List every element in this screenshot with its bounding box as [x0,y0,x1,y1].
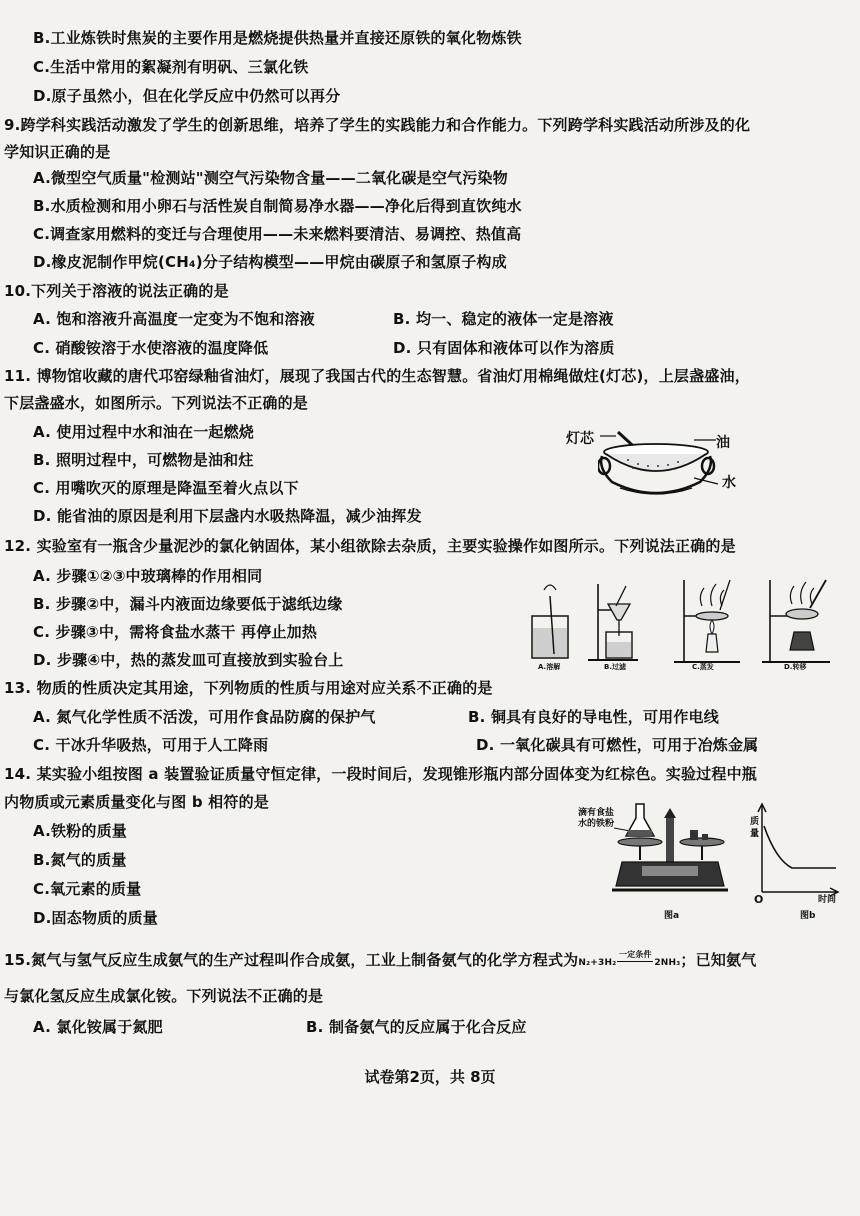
q15-equation-arrow [617,950,653,962]
q8-option-c: C.生活中常用的絮凝剂有明矾、三氯化铁 [33,58,309,76]
q11-stem-line2: 下层盏盛水，如图所示。下列说法不正确的是 [4,394,309,412]
q9-option-b: B.水质检测和用小卵石与活性炭自制简易净水器——净化后得到直饮纯水 [33,197,522,215]
q9-stem-line2: 学知识正确的是 [4,143,111,161]
q11-option-d: D. 能省油的原因是利用下层盏内水吸热降温，减少油挥发 [33,507,422,525]
q15-stem-part2: ；已知氨气 [680,951,757,969]
q15-equation-condition: 一定条件 [618,950,652,959]
q14-fig-label-line2: 水的铁粉 [578,819,615,829]
q15-option-b: B. 制备氨气的反应属于化合反应 [306,1018,527,1036]
q11-stem-line1: 11. 博物馆收藏的唐代邛窑绿釉省油灯，展现了我国古代的生态智慧。省油灯用棉绳做炷(灯芯)，上层盏盛油， [4,367,750,385]
q15-option-a: A. 氯化铵属于氮肥 [33,1018,163,1036]
q12-stem: 12. 实验室有一瓶含少量泥沙的氯化钠固体，某小组欲除去杂质，主要实验操作如图所示。下列说法正确的是 [4,537,736,555]
q11-fig-wick-label: 灯芯 [566,431,594,447]
q13-stem: 13. 物质的性质决定其用途，下列物质的性质与用途对应关系不正确的是 [4,679,493,697]
q11-option-a: A. 使用过程中水和油在一起燃烧 [33,423,255,441]
q14-balance-figure [612,800,728,906]
q8-option-d: D.原子虽然小，但在化学反应中仍然可以再分 [33,87,341,105]
q9-option-a: A.微型空气质量"检测站"测空气污染物含量——二氧化碳是空气污染物 [33,169,508,187]
q11-fig-water-label: 水 [722,475,736,491]
q12-fig-a-label: A.溶解 [538,663,561,671]
q15-equation-right: 2NH₃ [654,958,681,968]
q14-option-b: B.氮气的质量 [33,851,127,869]
q12-fig-b-label: B.过滤 [604,663,626,671]
q14-stem-line2: 内物质或元素质量变化与图 b 相符的是 [4,793,269,811]
dissolve-beaker-icon [532,585,568,658]
q15-stem-line1 [4,950,756,973]
q12-fig-c-label: C.蒸发 [692,663,714,671]
q8-option-b: B.工业炼铁时焦炭的主要作用是燃烧提供热量并直接还原铁的氧化物炼铁 [33,29,522,47]
q13-option-a: A. 氮气化学性质不活泼，可用作食品防腐的保护气 [33,708,376,726]
q9-option-c: C.调查家用燃料的变迁与合理使用——未来燃料要清洁、易调控、热值高 [33,225,522,243]
q15-equation-left: N₂+3H₂ [578,958,617,968]
q12-option-d: D. 步骤④中，热的蒸发皿可直接放到实验台上 [33,651,344,669]
q15-equation-arrow-line [617,961,653,962]
q10-option-c: C. 硝酸铵溶于水使溶液的温度降低 [33,339,269,357]
q9-option-d: D.橡皮泥制作甲烷(CH₄)分子结构模型——甲烷由碳原子和氢原子构成 [33,253,507,271]
q12-fig-d-label: D.转移 [784,663,807,671]
q14-graph-y-label-2: 量 [750,829,760,839]
q12-option-b: B. 步骤②中，漏斗内液面边缘要低于滤纸边缘 [33,595,343,613]
evaporation-icon [674,580,740,662]
q14-option-a: A.铁粉的质量 [33,822,127,840]
q14-fig-a-label: 图a [664,911,680,921]
q14-stem-line1: 14. 某实验小组按图 a 装置验证质量守恒定律，一段时间后，发现锥形瓶内部分固体变为红棕色。实验过程中瓶 [4,765,757,783]
q14-graph-origin: O [754,893,764,906]
q14-option-d: D.固态物质的质量 [33,909,158,927]
q14-fig-b-label: 图b [800,911,816,921]
q11-option-b: B. 照明过程中，可燃物是油和炷 [33,451,254,469]
q12-option-c: C. 步骤③中，需将食盐水蒸干 再停止加热 [33,623,318,641]
q13-option-b: B. 铜具有良好的导电性，可用作电线 [468,708,719,726]
q15-stem-line2: 与氯化氢反应生成氯化铵。下列说法不正确的是 [4,987,324,1005]
transfer-icon [762,580,830,662]
q13-option-c: C. 干冰升华吸热，可用于人工降雨 [33,736,269,754]
page-footer: 试卷第2页，共 8页 [364,1068,496,1086]
q9-stem-line1: 9.跨学科实践活动激发了学生的创新思维，培养了学生的实践能力和合作能力。下列跨学科实践活动所涉及的化 [4,116,751,134]
q14-option-c: C.氧元素的质量 [33,880,142,898]
q10-option-b: B. 均一、稳定的液体一定是溶液 [393,310,614,328]
q12-experiment-figures [526,576,846,670]
q12-option-a: A. 步骤①②③中玻璃棒的作用相同 [33,567,263,585]
q10-option-d: D. 只有固体和液体可以作为溶质 [393,339,615,357]
q10-option-a: A. 饱和溶液升高温度一定变为不饱和溶液 [33,310,315,328]
q11-fig-oil-label: 油 [716,435,730,451]
q15-stem-part1: 15.氮气与氢气反应生成氨气的生产过程叫作合成氨，工业上制备氨气的化学方程式为 [4,951,579,969]
q11-option-c: C. 用嘴吹灭的原理是降温至着火点以下 [33,479,299,497]
q14-fig-label-line1: 滴有食盐 [578,808,615,818]
filtration-icon [588,584,638,660]
q14-graph-y-label-1: 质 [750,817,760,827]
q10-stem: 10.下列关于溶液的说法正确的是 [4,282,229,300]
q13-option-d: D. 一氧化碳具有可燃性，可用于冶炼金属 [476,736,759,754]
q14-graph-x-label: 时间 [818,895,837,905]
q11-oil-lamp-figure [598,428,722,500]
